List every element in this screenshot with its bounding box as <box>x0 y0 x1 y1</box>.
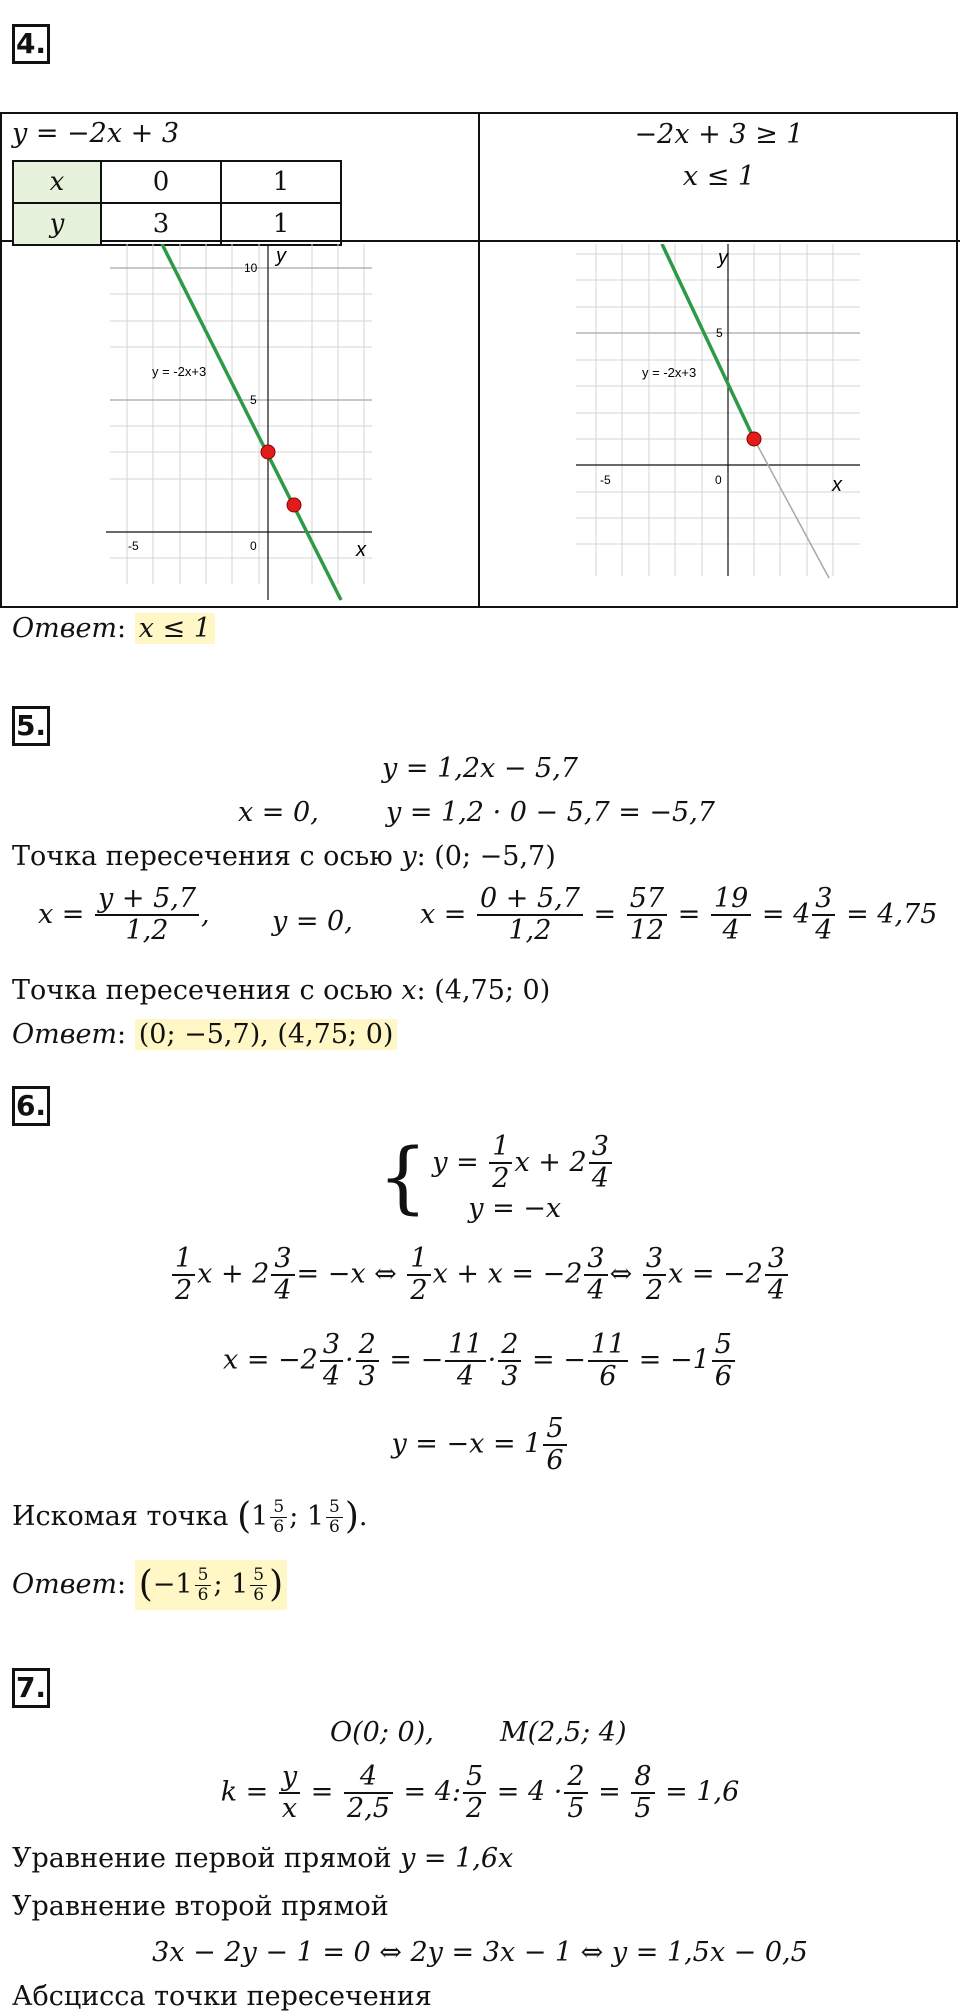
answer-value: x ≤ 1 <box>135 613 215 644</box>
answer-label: Ответ <box>12 1019 118 1050</box>
task5-y-at-x0: y = 1,2 · 0 − 5,7 = −5,7 <box>386 797 715 828</box>
task5-y0: y = 0, <box>272 906 353 937</box>
task4-inequality: −2x + 3 ≥ 1 <box>634 119 804 150</box>
task-number-4: 4. <box>12 24 50 64</box>
axis-label-x: x <box>356 539 366 561</box>
task4-value-table <box>12 160 342 246</box>
task5-x0: x = 0, <box>238 797 319 828</box>
task5-x-expression: x = $\frac{y + 5,7}{1,2}$ , <box>38 883 210 946</box>
task7-point-m: M(2,5; 4) <box>500 1717 627 1748</box>
task6-answer-line: Ответ: (−1 $\frac{5}{6}$ ; 1 $\frac{5}{6}$ ) <box>0 1560 960 1610</box>
tick-label: 0 <box>250 539 257 553</box>
task6-step-2: $\frac{1}{2}$ x + 2 $\frac{3}{4}$ = −x ⇔ $\frac{1}{2}$ x + x = −2 $\frac{3}{4}$ ⇔ $\frac{3}{2}$ x = −2 $\frac{3}{4}$ <box>0 1244 960 1305</box>
table-row <box>13 161 341 203</box>
task5-equation: y = 1,2x − 5,7 <box>382 753 578 784</box>
task5-x-calc: x = $\frac{0 + 5,7}{1,2}$ = $\frac{57}{12}$ = $\frac{19}{4}$ = 4 $\frac{3}{4}$ = 4,75 <box>420 883 938 946</box>
tick-label: -5 <box>128 539 139 553</box>
tick-label: 5 <box>250 393 257 407</box>
task7-slope: k = $\frac{y}{x}$ = $\frac{4}{2,5}$ = 4: $\frac{5}{2}$ = 4 · $\frac{2}{5}$ = $\frac{8}{5}$ = 1,6 <box>220 1761 740 1824</box>
axis-label-y: y <box>276 245 286 267</box>
table-row <box>13 203 341 245</box>
answer-label: Ответ <box>12 613 118 644</box>
task-number-6: 6. <box>12 1086 50 1126</box>
task4-equation: y = −2x + 3 <box>12 118 180 149</box>
task4-answer-line: Ответ: x ≤ 1 <box>0 612 960 646</box>
answer-value: (0; −5,7), (4,75; 0) <box>135 1019 398 1050</box>
task5-point-x: Точка пересечения с осью x: (4,75; 0) <box>12 975 551 1006</box>
task5-point-y: Точка пересечения с осью y: (0; −5,7) <box>12 841 556 872</box>
line-label: y = -2x+3 <box>642 365 697 380</box>
axis-label-x: x <box>832 474 842 496</box>
table-cell: 1 <box>221 161 341 203</box>
axis-label-y: y <box>718 247 728 269</box>
task7-point-o: O(0; 0), <box>330 1717 434 1748</box>
line-label: y = -2x+3 <box>152 364 207 379</box>
task6-point: Искомая точка (1 $\frac{5}{6}$ ; 1 $\frac{5}{6}$ ). <box>12 1496 368 1538</box>
table-cell: 1 <box>221 203 341 245</box>
task-number-7: 7. <box>12 1668 50 1708</box>
tick-label: 5 <box>716 326 723 340</box>
task7-line-1: Уравнение первой прямой y = 1,6x <box>12 1843 514 1874</box>
tick-label: 0 <box>715 473 722 487</box>
task6-step-3: x = −2 $\frac{3}{4}$ · $\frac{2}{3}$ = − $\frac{11}{4}$ · $\frac{2}{3}$ = − $\frac{11}{6}$ = −1 $\frac{5}{6}$ <box>0 1330 960 1391</box>
task4-graph-1 <box>100 244 390 602</box>
answer-label: Ответ <box>12 1569 118 1601</box>
answer-value: (−1 $\frac{5}{6}$ ; 1 $\frac{5}{6}$ ) <box>135 1560 287 1610</box>
task4-graph-2 <box>576 244 866 584</box>
task7-line-2-equation: 3x − 2y − 1 = 0 ⇔ 2y = 3x − 1 ⇔ y = 1,5x − 0,5 <box>152 1937 808 1968</box>
task7-line-2-label: Уравнение второй прямой <box>12 1891 389 1922</box>
task-number-5: 5. <box>12 706 50 746</box>
tick-label: 10 <box>244 261 258 275</box>
task5-answer-line: Ответ: (0; −5,7), (4,75; 0) <box>0 1018 960 1052</box>
task6-step-4: y = −x = 1 $\frac{5}{6}$ <box>0 1414 960 1475</box>
task7-abscissa: Абсцисса точки пересечения <box>12 1981 432 2012</box>
table-cell: 3 <box>101 203 221 245</box>
table-cell: y <box>13 203 101 245</box>
table-cell: x <box>13 161 101 203</box>
tick-label: -5 <box>600 473 611 487</box>
table-cell: 0 <box>101 161 221 203</box>
task6-system: { y = $\frac{1}{2}$ x + 2 $\frac{3}{4}$ y = −x <box>378 1132 614 1224</box>
task4-solution: x ≤ 1 <box>682 161 756 192</box>
